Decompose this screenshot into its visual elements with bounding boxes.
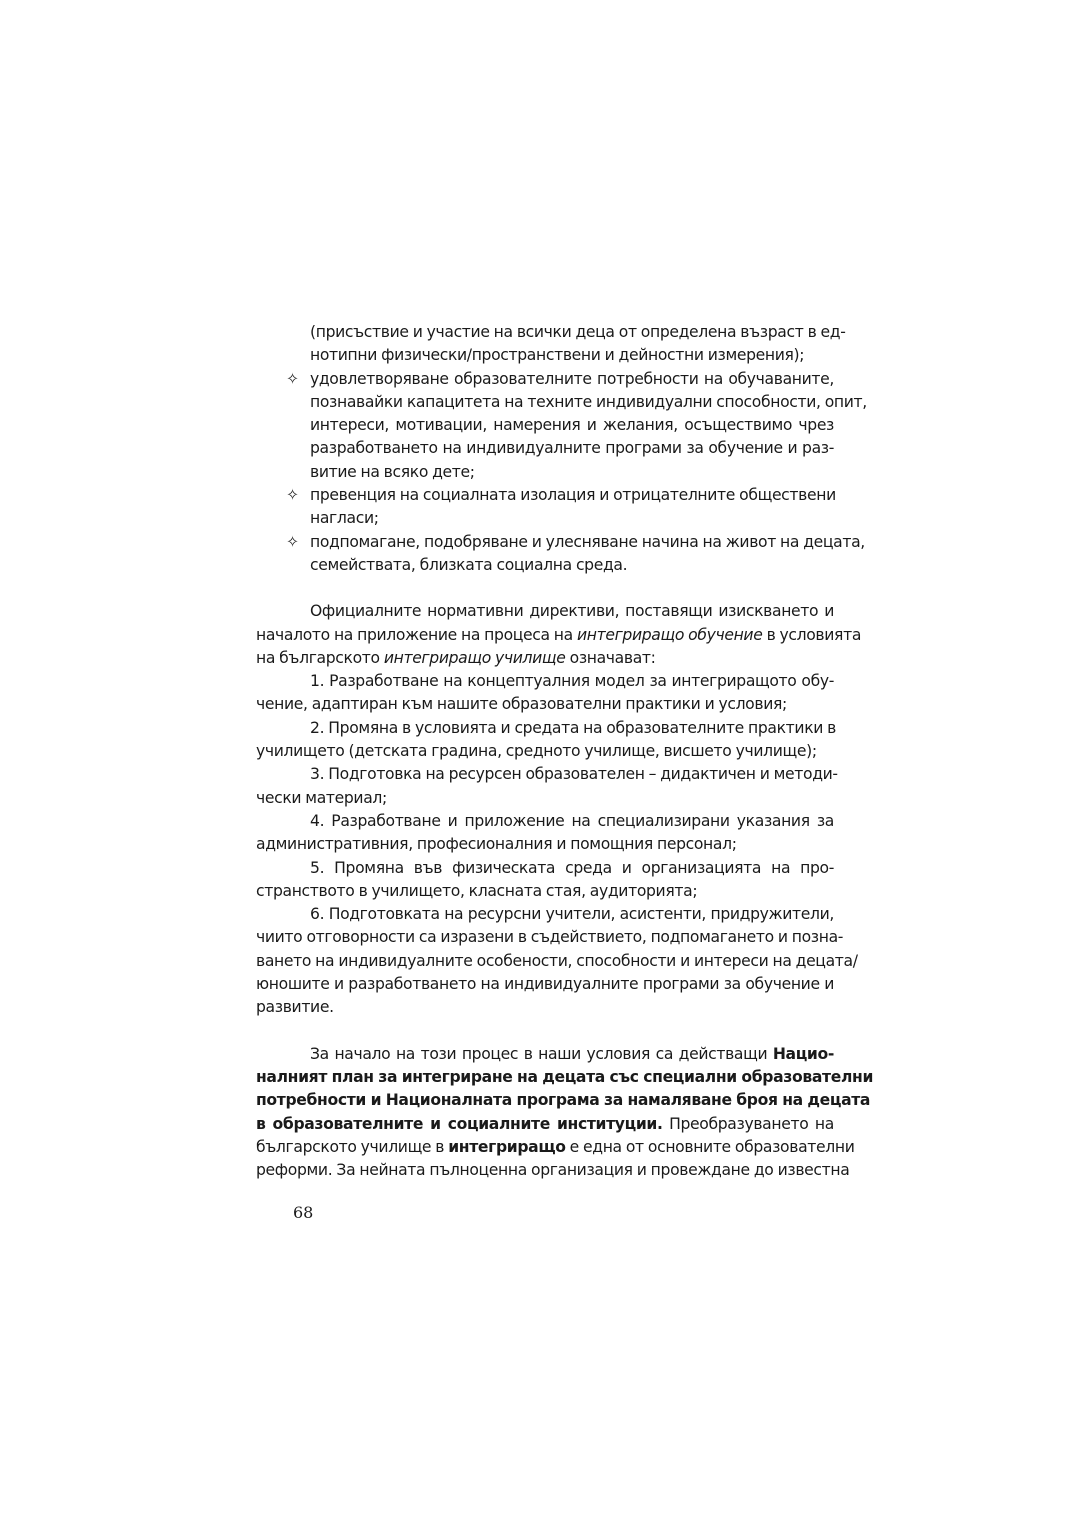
text-line: ването на индивидуалните особености, способности и интереси на децата/ [256,951,858,970]
text-line: 6. Подготовката на ресурсни учители, асистенти, придружители, [310,905,834,924]
bold-term: интегриращо [448,1137,566,1156]
bold-term: потребности и Националната програма за намаляване броя на децата [256,1091,871,1110]
text-line [256,1043,834,1066]
text-line: административния, професионалния и помощния персонал; [256,835,737,854]
text-line: Официалните нормативни директиви, поставящи изискването и [310,602,834,621]
text-line: витие на всяко дете; [310,462,475,481]
text-line: семействата, близката социална среда. [310,555,628,574]
numbered-item [256,670,834,717]
text-line: нагласи; [310,509,379,528]
text-span: Преобразуването на [662,1114,834,1133]
text-line: училището (детската градина, средното училище, висшето училище); [256,742,817,761]
diamond-bullet-icon: ✧ [286,532,299,551]
italic-term: интегриращо училище [383,648,566,667]
page-number: 68 [293,1203,314,1222]
diamond-bullet-icon: ✧ [286,486,299,505]
text-line: странството в училището, класната стая, аудиторията; [256,881,698,900]
closing-paragraph [256,1043,874,1183]
text-line: чиито отговорности са изразени в съдействието, подпомагането и позна- [256,928,844,947]
text-line [256,624,862,647]
text-line [256,1089,871,1112]
numbered-item [256,903,858,1019]
text-span: в условията [762,625,862,644]
text-line: удовлетворяване образователните потребности на обучаваните, [310,369,834,388]
text-line: чение, адаптиран към нашите образователни практики и условия; [256,695,787,714]
numbered-item [256,717,834,764]
diamond-bullet-icon: ✧ [286,369,299,388]
text-line: юношите и разработването на индивидуалните програми за обучение и [256,975,834,994]
text-line: познавайки капацитета на техните индивидуални способности, опит, [310,392,867,411]
list-continuation [256,321,846,368]
text-line: реформи. За нейната пълноценна организация и провеждане до известна [256,1161,850,1180]
text-span: българското училище в [256,1137,449,1156]
text-line: 4. Разработване и приложение на специализирани указания за [310,811,834,830]
italic-term: интегриращо обучение [576,625,763,644]
bold-term: налният план за интегриране на децата със специални образователни [256,1067,874,1086]
text-line: развитие. [256,998,334,1017]
text-line: 2. Промяна в условията и средата на образователните практики в [310,718,836,737]
text-span: За начало на този процес в наши условия са действащи [310,1044,773,1063]
bullet-item [256,531,865,578]
text-line: нотипни физически/пространствени и дейностни измерения); [310,346,805,365]
text-line: превенция на социалната изолация и отрицателните обществени [310,486,836,505]
bullet-item [256,368,867,484]
text-line: 3. Подготовка на ресурсен образователен – дидактичен и методи- [310,765,838,784]
intro-paragraph [256,600,862,670]
text-line: разработването на индивидуалните програми за обучение и раз- [310,439,834,458]
numbered-item [256,857,834,904]
text-line: (присъствие и участие на всички деца от определена възраст в ед- [310,323,846,341]
text-line [256,1113,834,1136]
numbered-item [256,810,834,857]
page-body [256,321,874,1182]
text-line: подпомагане, подобряване и улесняване начина на живот на децата, [310,532,865,551]
text-line [256,1136,855,1159]
text-span: е една от основните образователни [565,1137,855,1156]
text-line [256,647,834,670]
text-line: 1. Разработване на концептуалния модел за интегриращото обу- [310,672,834,691]
numbered-item [256,763,838,810]
bold-term: в образователните и социалните институции. [256,1114,663,1133]
text-line: чески материал; [256,788,387,807]
text-span: означават: [565,648,656,667]
text-line [256,1066,874,1089]
paragraph-gap [256,577,834,600]
bullet-item [256,484,834,531]
bold-term: Нацио- [772,1044,834,1063]
text-line: 5. Промяна във физическата среда и организацията на про- [310,858,834,877]
text-span: на българското [256,648,384,667]
text-line: интереси, мотивации, намерения и желания, осъществимо чрез [310,416,834,435]
paragraph-gap [256,1020,834,1043]
text-span: началото на приложение на процеса на [256,625,577,644]
